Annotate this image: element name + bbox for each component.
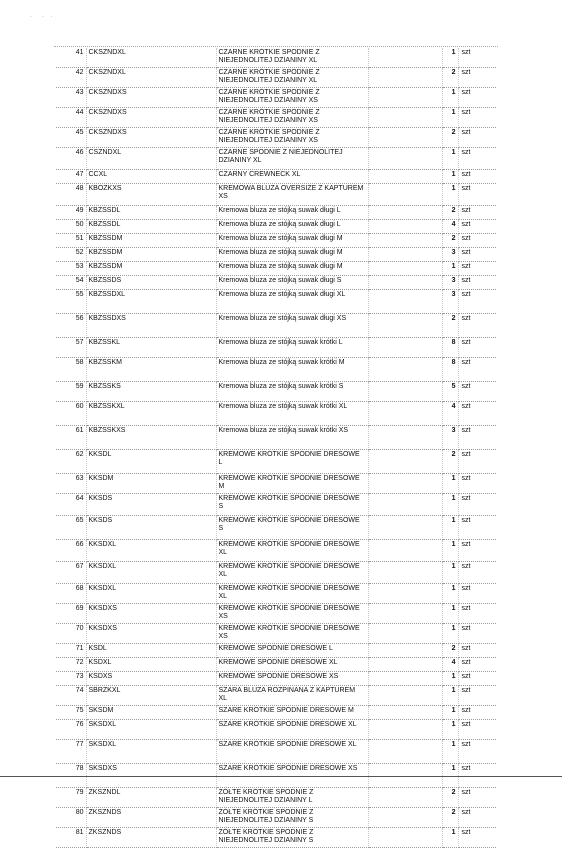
empty-cell xyxy=(368,88,442,108)
product-code: KSDXS xyxy=(86,672,216,686)
product-name: CZARNE SPODNIE Z NIEJEDNOLITEJ DZIANINY XL xyxy=(216,148,368,170)
quantity: 2 xyxy=(442,788,458,808)
empty-cell xyxy=(368,584,442,604)
empty-cell xyxy=(368,740,442,764)
product-code: KBZSSKM xyxy=(86,358,216,382)
quantity: 1 xyxy=(442,474,458,494)
product-code: SKSDXL xyxy=(86,740,216,764)
row-number: 46 xyxy=(56,148,86,170)
table-row xyxy=(56,720,496,740)
product-code: KKSDXL xyxy=(86,540,216,562)
product-code: KKSDL xyxy=(86,450,216,474)
table-row xyxy=(56,170,496,184)
quantity: 2 xyxy=(442,234,458,248)
row-number: 48 xyxy=(56,184,86,206)
table-row xyxy=(56,338,496,358)
unit: szt xyxy=(458,788,496,808)
quantity: 1 xyxy=(442,562,458,584)
table-row xyxy=(56,644,496,658)
row-number: 51 xyxy=(56,234,86,248)
product-name: Kremowa bluza ze stójką suwak długi XS xyxy=(216,314,368,338)
quantity: 1 xyxy=(442,764,458,788)
unit: szt xyxy=(458,426,496,450)
quantity: 1 xyxy=(442,584,458,604)
table-row xyxy=(56,604,496,624)
product-name: Kremowa bluza ze stójką suwak długi L xyxy=(216,206,368,220)
unit: szt xyxy=(458,562,496,584)
table-row xyxy=(56,184,496,206)
row-number: 65 xyxy=(56,516,86,540)
quantity: 1 xyxy=(442,540,458,562)
unit: szt xyxy=(458,706,496,720)
quantity: 1 xyxy=(442,624,458,644)
table-row xyxy=(56,108,496,128)
row-number: 81 xyxy=(56,828,86,848)
table-row xyxy=(56,128,496,148)
table-row xyxy=(56,248,496,262)
table-row xyxy=(56,234,496,248)
unit: szt xyxy=(458,206,496,220)
quantity: 4 xyxy=(442,402,458,426)
quantity: 1 xyxy=(442,672,458,686)
product-code: KBOZKXS xyxy=(86,184,216,206)
row-number: 56 xyxy=(56,314,86,338)
product-code: SKSDXL xyxy=(86,720,216,740)
product-name: SZARA BLUZA ROZPINANA Z KAPTUREM XL xyxy=(216,686,368,706)
product-name: SZARE KRÓTKIE SPODNIE DRESOWE XS xyxy=(216,764,368,788)
empty-cell xyxy=(368,720,442,740)
table-row xyxy=(56,426,496,450)
empty-cell xyxy=(368,148,442,170)
scan-specks: · · · xyxy=(30,14,53,20)
unit: szt xyxy=(458,382,496,402)
product-code: ZKSZNDS xyxy=(86,828,216,848)
product-code: KBZSSKS xyxy=(86,382,216,402)
row-number: 42 xyxy=(56,68,86,88)
empty-cell xyxy=(368,68,442,88)
quantity: 1 xyxy=(442,48,458,68)
table-row xyxy=(56,206,496,220)
row-number: 59 xyxy=(56,382,86,402)
quantity: 1 xyxy=(442,686,458,706)
product-code: KKSDM xyxy=(86,474,216,494)
product-name: Kremowa bluza ze stójką suwak długi M xyxy=(216,234,368,248)
quantity: 1 xyxy=(442,720,458,740)
table-row xyxy=(56,788,496,808)
unit: szt xyxy=(458,474,496,494)
quantity: 4 xyxy=(442,658,458,672)
row-number: 63 xyxy=(56,474,86,494)
unit: szt xyxy=(458,402,496,426)
empty-cell xyxy=(368,206,442,220)
product-name: CZARNE KRÓTKIE SPODNIE Z NIEJEDNOLITEJ DZIANINY XS xyxy=(216,128,368,148)
product-name: ŻÓŁTE KRÓTKIE SPODNIE Z NIEJEDNOLITEJ DZIANINY S xyxy=(216,808,368,828)
items-table xyxy=(56,48,496,848)
table-row xyxy=(56,494,496,516)
quantity: 1 xyxy=(442,516,458,540)
unit: szt xyxy=(458,184,496,206)
row-number: 54 xyxy=(56,276,86,290)
row-number: 69 xyxy=(56,604,86,624)
row-number: 58 xyxy=(56,358,86,382)
product-code: SBRZKXL xyxy=(86,686,216,706)
product-code: KBZSSDS xyxy=(86,276,216,290)
table-row xyxy=(56,516,496,540)
empty-cell xyxy=(368,382,442,402)
empty-cell xyxy=(368,170,442,184)
empty-cell xyxy=(368,108,442,128)
product-code: SKSDXS xyxy=(86,764,216,788)
quantity: 3 xyxy=(442,290,458,314)
product-name: Kremowa bluza ze stójką suwak krótki XL xyxy=(216,402,368,426)
unit: szt xyxy=(458,128,496,148)
unit: szt xyxy=(458,48,496,68)
product-name: Kremowa bluza ze stójką suwak krótki L xyxy=(216,338,368,358)
row-number: 76 xyxy=(56,720,86,740)
row-number: 74 xyxy=(56,686,86,706)
unit: szt xyxy=(458,764,496,788)
product-code: CKSZNDXS xyxy=(86,108,216,128)
empty-cell xyxy=(368,450,442,474)
unit: szt xyxy=(458,624,496,644)
product-name: KREMOWE KRÓTKIE SPODNIE DRESOWE S xyxy=(216,516,368,540)
unit: szt xyxy=(458,314,496,338)
unit: szt xyxy=(458,88,496,108)
product-code: KSDXL xyxy=(86,658,216,672)
row-number: 50 xyxy=(56,220,86,234)
empty-cell xyxy=(368,494,442,516)
empty-cell xyxy=(368,644,442,658)
row-number: 77 xyxy=(56,740,86,764)
table-row xyxy=(56,290,496,314)
empty-cell xyxy=(368,426,442,450)
product-code: KBZSSDL xyxy=(86,206,216,220)
quantity: 1 xyxy=(442,494,458,516)
product-name: Kremowa bluza ze stójką suwak krótki XS xyxy=(216,426,368,450)
table-row xyxy=(56,584,496,604)
product-code: KKSDXS xyxy=(86,604,216,624)
quantity: 2 xyxy=(442,68,458,88)
unit: szt xyxy=(458,338,496,358)
unit: szt xyxy=(458,276,496,290)
quantity: 3 xyxy=(442,276,458,290)
product-name: Kremowa bluza ze stójką suwak długi S xyxy=(216,276,368,290)
row-number: 79 xyxy=(56,788,86,808)
quantity: 1 xyxy=(442,604,458,624)
table-row xyxy=(56,540,496,562)
empty-cell xyxy=(368,358,442,382)
unit: szt xyxy=(458,234,496,248)
table-row xyxy=(56,686,496,706)
quantity: 1 xyxy=(442,108,458,128)
unit: szt xyxy=(458,584,496,604)
empty-cell xyxy=(368,686,442,706)
row-number: 71 xyxy=(56,644,86,658)
row-number: 67 xyxy=(56,562,86,584)
product-name: Kremowa bluza ze stójką suwak długi M xyxy=(216,262,368,276)
quantity: 1 xyxy=(442,262,458,276)
table-row xyxy=(56,358,496,382)
quantity: 1 xyxy=(442,740,458,764)
row-number: 70 xyxy=(56,624,86,644)
quantity: 4 xyxy=(442,220,458,234)
unit: szt xyxy=(458,248,496,262)
empty-cell xyxy=(368,48,442,68)
empty-cell xyxy=(368,234,442,248)
product-code: KBZSSKXS xyxy=(86,426,216,450)
table-row xyxy=(56,88,496,108)
unit: szt xyxy=(458,148,496,170)
quantity: 2 xyxy=(442,644,458,658)
empty-cell xyxy=(368,828,442,848)
product-name: KREMOWE SPODNIE DRESOWE L xyxy=(216,644,368,658)
empty-cell xyxy=(368,706,442,720)
row-number: 62 xyxy=(56,450,86,474)
quantity: 2 xyxy=(442,128,458,148)
row-number: 72 xyxy=(56,658,86,672)
empty-cell xyxy=(368,338,442,358)
quantity: 1 xyxy=(442,184,458,206)
product-name: SZARE KRÓTKIE SPODNIE DRESOWE M xyxy=(216,706,368,720)
empty-cell xyxy=(368,624,442,644)
product-name: KREMOWE KRÓTKIE SPODNIE DRESOWE XL xyxy=(216,562,368,584)
row-number: 75 xyxy=(56,706,86,720)
top-rule xyxy=(54,46,498,47)
table-row xyxy=(56,474,496,494)
row-number: 43 xyxy=(56,88,86,108)
product-name: KREMOWE KRÓTKIE SPODNIE DRESOWE XL xyxy=(216,584,368,604)
quantity: 2 xyxy=(442,314,458,338)
product-code: KKSDS xyxy=(86,494,216,516)
empty-cell xyxy=(368,402,442,426)
unit: szt xyxy=(458,740,496,764)
quantity: 1 xyxy=(442,88,458,108)
unit: szt xyxy=(458,220,496,234)
product-code: CSZNDXL xyxy=(86,148,216,170)
row-number: 57 xyxy=(56,338,86,358)
unit: szt xyxy=(458,658,496,672)
unit: szt xyxy=(458,516,496,540)
unit: szt xyxy=(458,358,496,382)
unit: szt xyxy=(458,686,496,706)
unit: szt xyxy=(458,494,496,516)
empty-cell xyxy=(368,220,442,234)
row-number: 45 xyxy=(56,128,86,148)
unit: szt xyxy=(458,644,496,658)
product-name: KREMOWE KRÓTKIE SPODNIE DRESOWE L xyxy=(216,450,368,474)
table-row xyxy=(56,68,496,88)
product-name: KREMOWE KRÓTKIE SPODNIE DRESOWE XS xyxy=(216,624,368,644)
row-number: 61 xyxy=(56,426,86,450)
product-code: CKSZNDXL xyxy=(86,68,216,88)
row-number: 53 xyxy=(56,262,86,276)
empty-cell xyxy=(368,672,442,686)
empty-cell xyxy=(368,276,442,290)
table-row xyxy=(56,624,496,644)
product-name: Kremowa bluza ze stójką suwak długi L xyxy=(216,220,368,234)
product-code: ZKSZNDS xyxy=(86,808,216,828)
product-code: KBZSSDL xyxy=(86,220,216,234)
product-name: Kremowa bluza ze stójką suwak krótki M xyxy=(216,358,368,382)
quantity: 8 xyxy=(442,358,458,382)
product-name: Kremowa bluza ze stójką suwak długi XL xyxy=(216,290,368,314)
product-code: KKSDXS xyxy=(86,624,216,644)
quantity: 1 xyxy=(442,170,458,184)
row-number: 60 xyxy=(56,402,86,426)
row-number: 64 xyxy=(56,494,86,516)
quantity: 3 xyxy=(442,426,458,450)
bottom-rule xyxy=(0,776,562,777)
quantity: 1 xyxy=(442,828,458,848)
product-name: ŻÓŁTE KRÓTKIE SPODNIE Z NIEJEDNOLITEJ DZIANINY L xyxy=(216,788,368,808)
product-name: KREMOWE KRÓTKIE SPODNIE DRESOWE M xyxy=(216,474,368,494)
unit: szt xyxy=(458,450,496,474)
row-number: 41 xyxy=(56,48,86,68)
quantity: 2 xyxy=(442,450,458,474)
empty-cell xyxy=(368,604,442,624)
unit: szt xyxy=(458,604,496,624)
table-row xyxy=(56,276,496,290)
table-row xyxy=(56,562,496,584)
quantity: 2 xyxy=(442,808,458,828)
empty-cell xyxy=(368,808,442,828)
product-name: CZARNE KRÓTKIE SPODNIE Z NIEJEDNOLITEJ DZIANINY XL xyxy=(216,48,368,68)
product-name: CZARNE KRÓTKIE SPODNIE Z NIEJEDNOLITEJ DZIANINY XS xyxy=(216,108,368,128)
unit: szt xyxy=(458,170,496,184)
empty-cell xyxy=(368,474,442,494)
product-code: KKSDXL xyxy=(86,584,216,604)
table-row xyxy=(56,808,496,828)
product-code: KBZSSKXL xyxy=(86,402,216,426)
product-code: KKSDXL xyxy=(86,562,216,584)
product-code: SKSDM xyxy=(86,706,216,720)
row-number: 52 xyxy=(56,248,86,262)
product-code: KBZSSDM xyxy=(86,248,216,262)
empty-cell xyxy=(368,314,442,338)
table-row xyxy=(56,382,496,402)
product-code: ZKSZNDL xyxy=(86,788,216,808)
row-number: 66 xyxy=(56,540,86,562)
product-code: KKSDS xyxy=(86,516,216,540)
table-row xyxy=(56,402,496,426)
product-code: KBZSSDM xyxy=(86,262,216,276)
product-code: CKSZNDXS xyxy=(86,88,216,108)
empty-cell xyxy=(368,184,442,206)
unit: szt xyxy=(458,808,496,828)
table-row xyxy=(56,450,496,474)
row-number: 80 xyxy=(56,808,86,828)
quantity: 1 xyxy=(442,706,458,720)
quantity: 8 xyxy=(442,338,458,358)
quantity: 3 xyxy=(442,248,458,262)
table-row xyxy=(56,658,496,672)
product-code: KSDL xyxy=(86,644,216,658)
row-number: 49 xyxy=(56,206,86,220)
quantity: 2 xyxy=(442,206,458,220)
product-code: KBZSSKL xyxy=(86,338,216,358)
product-name: ŻÓŁTE KRÓTKIE SPODNIE Z NIEJEDNOLITEJ DZIANINY S xyxy=(216,828,368,848)
empty-cell xyxy=(368,290,442,314)
table-row xyxy=(56,672,496,686)
row-number: 73 xyxy=(56,672,86,686)
row-number: 44 xyxy=(56,108,86,128)
product-code: CCXL xyxy=(86,170,216,184)
table-row xyxy=(56,262,496,276)
empty-cell xyxy=(368,262,442,276)
product-name: SZARE KRÓTKIE SPODNIE DRESOWE XL xyxy=(216,740,368,764)
quantity: 1 xyxy=(442,148,458,170)
unit: szt xyxy=(458,672,496,686)
empty-cell xyxy=(368,128,442,148)
product-code: KBZSSDXL xyxy=(86,290,216,314)
product-name: CZARNE KRÓTKIE SPODNIE Z NIEJEDNOLITEJ DZIANINY XS xyxy=(216,88,368,108)
product-name: KREMOWE KRÓTKIE SPODNIE DRESOWE XL xyxy=(216,540,368,562)
table-row xyxy=(56,740,496,764)
unit: szt xyxy=(458,290,496,314)
row-number: 47 xyxy=(56,170,86,184)
table-row xyxy=(56,314,496,338)
unit: szt xyxy=(458,68,496,88)
product-name: CZARNY CREWNECK XL xyxy=(216,170,368,184)
product-name: Kremowa bluza ze stójką suwak długi M xyxy=(216,248,368,262)
product-name: KREMOWA BLUZA OVERSIZE Z KAPTUREM XS xyxy=(216,184,368,206)
product-name: SZARE KRÓTKIE SPODNIE DRESOWE XL xyxy=(216,720,368,740)
product-name: Kremowa bluza ze stójką suwak krótki S xyxy=(216,382,368,402)
unit: szt xyxy=(458,108,496,128)
unit: szt xyxy=(458,540,496,562)
unit: szt xyxy=(458,720,496,740)
unit: szt xyxy=(458,828,496,848)
table-row xyxy=(56,48,496,68)
product-name: CZARNE KRÓTKIE SPODNIE Z NIEJEDNOLITEJ DZIANINY XL xyxy=(216,68,368,88)
empty-cell xyxy=(368,562,442,584)
row-number: 55 xyxy=(56,290,86,314)
product-code: CKSZNDXS xyxy=(86,128,216,148)
quantity: 5 xyxy=(442,382,458,402)
row-number: 78 xyxy=(56,764,86,788)
table-row xyxy=(56,706,496,720)
table-row xyxy=(56,148,496,170)
empty-cell xyxy=(368,540,442,562)
product-code: KBZSSDXS xyxy=(86,314,216,338)
product-code: CKSZNDXL xyxy=(86,48,216,68)
empty-cell xyxy=(368,788,442,808)
table-row xyxy=(56,828,496,848)
empty-cell xyxy=(368,658,442,672)
product-name: KREMOWE SPODNIE DRESOWE XL xyxy=(216,658,368,672)
table-row xyxy=(56,220,496,234)
row-number: 68 xyxy=(56,584,86,604)
items-table-body xyxy=(56,48,496,848)
product-code: KBZSSDM xyxy=(86,234,216,248)
empty-cell xyxy=(368,248,442,262)
product-name: KREMOWE KRÓTKIE SPODNIE DRESOWE XS xyxy=(216,604,368,624)
product-name: KREMOWE SPODNIE DRESOWE XS xyxy=(216,672,368,686)
product-name: KREMOWE KRÓTKIE SPODNIE DRESOWE S xyxy=(216,494,368,516)
unit: szt xyxy=(458,262,496,276)
empty-cell xyxy=(368,516,442,540)
